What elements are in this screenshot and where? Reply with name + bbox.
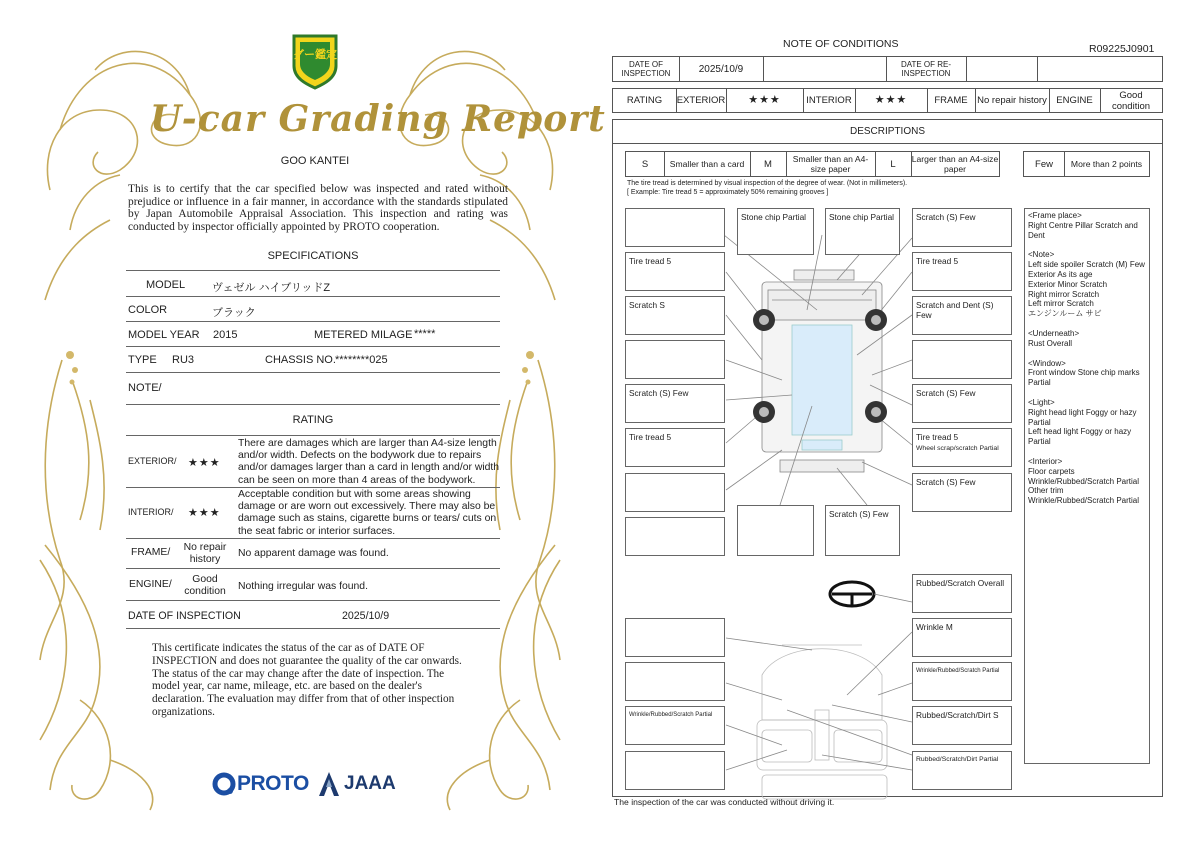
model-year-label: MODEL YEAR xyxy=(128,329,200,341)
type-value: RU3 xyxy=(172,354,195,366)
frame-value: No repair history xyxy=(183,542,227,565)
sheet-title: NOTE OF CONDITIONS xyxy=(783,38,899,50)
model-year-value: 2015 xyxy=(213,329,238,341)
tire-note-2: [ Example: Tire tread 5 = approximately 50% remaining grooves ] xyxy=(627,189,829,196)
frame-label: FRAME xyxy=(934,95,968,106)
exterior-box-right-7-label: Scratch (S) Few xyxy=(916,477,976,487)
sheet-footer-note: The inspection of the car was conducted without driving it. xyxy=(614,797,835,807)
frame-value: No repair history xyxy=(977,95,1047,106)
descriptions-heading: DESCRIPTIONS xyxy=(849,126,925,137)
chassis-label: CHASSIS NO. xyxy=(265,354,336,366)
goo-kantei-logo-text: グー鑑定 xyxy=(293,49,337,61)
exterior-box-right-5-label: Scratch (S) Few xyxy=(916,388,976,398)
tire-note-1: The tire tread is determined by visual inspection of the degree of wear. (Not in millimeters). xyxy=(627,180,908,187)
interior-stars: ★★★ xyxy=(188,507,221,519)
exterior-box-front-right-center-label: Stone chip Partial xyxy=(829,212,895,222)
interior-description: Acceptable condition but with some areas showing damage or are worn out excessively. There may also be damage such as stains, cigarette burns or tears/ cuts on the seat fabric or interior surfaces. xyxy=(238,489,497,537)
interior-box-right-4-label: Rubbed/Scratch/Dirt S xyxy=(916,710,999,720)
exterior-box-right-2-label: Tire tread 5 xyxy=(916,256,959,266)
notes-frame-place: <Frame place> Right Centre Pillar Scratch and Dent xyxy=(1028,211,1138,240)
legend-key-s: S xyxy=(641,158,649,170)
few-legend xyxy=(1023,151,1150,177)
legend-text-s: Smaller than a card xyxy=(669,159,745,169)
certificate-footer: This certificate indicates the status of the car as of DATE OF INSPECTION and does not guarantee the quality of the car onwards. The status of the car may change after the date of inspection. The model year, car name, mileage, etc. are based on the dealer's declaration. The evaluation may differ from that of other inspection organizations. xyxy=(152,642,462,718)
notes-window: <Window> Front window Stone chip marks Partial xyxy=(1028,358,1140,388)
exterior-box-right-6-label xyxy=(916,432,999,454)
exterior-box-right-3 xyxy=(912,296,1012,335)
type-label: TYPE xyxy=(128,354,157,366)
interior-box-right-2-label: Wrinkle M xyxy=(916,622,953,632)
exterior-box-right-6-line2: Wheel scrap/scratch Partial xyxy=(916,445,999,452)
date-of-inspection-label: DATE OF INSPECTION xyxy=(621,60,671,78)
color-label: COLOR xyxy=(128,304,168,316)
exterior-box-left-4 xyxy=(625,340,725,379)
legend-text-m: Smaller than an A4-size paper xyxy=(792,154,869,174)
exterior-box-left-3-label: Scratch S xyxy=(629,300,665,310)
exterior-description: There are damages which are larger than A4-size length and/or width. Defects on the bodywork due to repairs and/or damages larger than a card in length and/or width can be seen on more than 4 areas of the bodywork. xyxy=(238,438,500,486)
frame-description: No apparent damage was found. xyxy=(238,548,389,559)
date-of-inspection-value: 2025/10/9 xyxy=(342,610,390,622)
interior-box-right-3 xyxy=(912,662,1012,701)
interior-box-left-1 xyxy=(625,618,725,657)
rating-row xyxy=(612,88,1163,113)
interior-box-left-2 xyxy=(625,662,725,701)
exterior-box-right-6 xyxy=(912,428,1012,467)
inspection-date-row xyxy=(612,56,1163,82)
exterior-box-left-6 xyxy=(625,428,725,467)
exterior-box-front-left-center xyxy=(737,208,814,255)
color-value: ブラック xyxy=(212,307,256,319)
specifications-heading: SPECIFICATIONS xyxy=(267,250,359,262)
model-label: MODEL xyxy=(146,279,186,291)
engine-description: Nothing irregular was found. xyxy=(238,581,368,592)
exterior-box-front-right-label: Scratch (S) Few xyxy=(916,212,976,222)
exterior-box-left-3 xyxy=(625,296,725,335)
rating-heading: RATING xyxy=(292,414,334,426)
legend-key-l: L xyxy=(890,158,896,170)
jaaa-logo-text: JAAA xyxy=(344,773,396,794)
interior-box-left-3 xyxy=(625,706,725,745)
legend-key-few: Few xyxy=(1035,158,1053,170)
notes-light: <Light> Right head light Foggy or hazy Partial Left head light Foggy or hazy Partial xyxy=(1028,397,1137,447)
condition-notes-panel xyxy=(1024,208,1150,764)
legend-key-m: M xyxy=(764,158,772,170)
metered-mileage-value: ***** xyxy=(414,328,436,340)
exterior-box-left-2-label: Tire tread 5 xyxy=(629,256,672,266)
exterior-box-right-7 xyxy=(912,473,1012,512)
exterior-box-left-8 xyxy=(625,517,725,556)
re-inspection-label: DATE OF RE-INSPECTION xyxy=(900,60,952,78)
metered-mileage-label: METERED MILAGE xyxy=(314,329,413,341)
model-value: ヴェゼル ハイブリッドZ xyxy=(212,282,331,294)
exterior-box-front-left-center-label: Stone chip Partial xyxy=(741,212,807,222)
frame-label: FRAME/ xyxy=(131,547,171,558)
certificate-subtitle: GOO KANTEI xyxy=(280,155,350,167)
exterior-box-rear-right-center xyxy=(825,505,900,556)
jaaa-mark-icon xyxy=(318,771,340,797)
interior-box-right-1 xyxy=(912,574,1012,613)
exterior-box-rear-left-center xyxy=(737,505,814,556)
jaaa-logo xyxy=(318,770,396,798)
note-label: NOTE/ xyxy=(128,382,162,394)
date-of-inspection-value: 2025/10/9 xyxy=(698,63,744,75)
interior-box-right-4 xyxy=(912,706,1012,745)
exterior-box-left-5-label: Scratch (S) Few xyxy=(629,388,689,398)
exterior-box-right-3-label: Scratch and Dent (S) Few xyxy=(916,300,994,320)
exterior-label: EXTERIOR xyxy=(676,95,726,106)
notes-underneath: <Underneath> Rust Overall xyxy=(1028,328,1080,348)
rating-label: RATING xyxy=(626,95,663,106)
interior-box-left-4 xyxy=(625,751,725,790)
interior-stars: ★★★ xyxy=(874,94,908,106)
chassis-value: ********025 xyxy=(335,354,388,366)
engine-value: Good condition xyxy=(184,574,226,597)
interior-box-right-5 xyxy=(912,751,1012,790)
exterior-box-left-7 xyxy=(625,473,725,512)
engine-value: Good condition xyxy=(1111,89,1151,112)
certificate-intro: This is to certify that the car specified below was inspected and rated without prejudice or influence in a fair manner, in accordance with the standards stipulated by Japan Automobile Appraisal Association. This inspection and rating was conducted by inspector officially appointed by PROTO cooperation. xyxy=(128,183,508,234)
interior-box-right-1-label: Rubbed/Scratch Overall xyxy=(916,578,1005,588)
interior-box-right-5-label: Rubbed/Scratch/Dirt Partial xyxy=(916,756,999,763)
engine-label: ENGINE/ xyxy=(129,579,172,590)
exterior-box-rear-right-center-label: Scratch (S) Few xyxy=(829,509,889,519)
proto-logo xyxy=(212,770,309,798)
date-of-inspection-label: DATE OF INSPECTION xyxy=(128,610,241,622)
proto-mark-icon xyxy=(212,772,236,796)
exterior-stars: ★★★ xyxy=(188,457,221,469)
legend-text-few: More than 2 points xyxy=(1070,159,1143,169)
sheet-reference-number: R09225J0901 xyxy=(1089,43,1155,55)
exterior-box-left-6-label: Tire tread 5 xyxy=(629,432,672,442)
certificate-title: U-car Grading Report xyxy=(150,98,606,140)
exterior-label: EXTERIOR/ xyxy=(128,456,177,466)
interior-label: INTERIOR xyxy=(806,95,852,106)
legend-text-l: Larger than an A4-size paper xyxy=(911,154,999,174)
exterior-box-front-left xyxy=(625,208,725,247)
exterior-box-left-5 xyxy=(625,384,725,423)
exterior-box-front-right-center xyxy=(825,208,900,255)
proto-logo-text: PROTO xyxy=(237,772,309,795)
exterior-box-right-4 xyxy=(912,340,1012,379)
exterior-stars: ★★★ xyxy=(748,94,781,106)
interior-box-right-3-label: Wrinkle/Rubbed/Scratch Partial xyxy=(916,668,1000,674)
notes-interior: <Interior> Floor carpets Wrinkle/Rubbed/Scratch Partial Other trim Wrinkle/Rubbed/Scratch Partial xyxy=(1028,456,1140,506)
goo-kantei-logo xyxy=(288,32,342,90)
size-legend xyxy=(625,151,1000,177)
exterior-box-right-6-line1: Tire tread 5 xyxy=(916,432,959,442)
engine-label: ENGINE xyxy=(1056,95,1093,106)
exterior-box-front-right xyxy=(912,208,1012,247)
interior-box-right-2 xyxy=(912,618,1012,657)
interior-box-left-3-label: Wrinkle/Rubbed/Scratch Partial xyxy=(629,712,713,718)
exterior-box-right-5 xyxy=(912,384,1012,423)
interior-label: INTERIOR/ xyxy=(128,507,174,517)
exterior-box-left-2 xyxy=(625,252,725,291)
notes-note: <Note> Left side spoiler Scratch (M) Few Exterior As its age Exterior Minor Scratch Right mirror Scratch Left mirror Scratch エンジンルーム サビ xyxy=(1028,250,1145,319)
exterior-box-right-2 xyxy=(912,252,1012,291)
